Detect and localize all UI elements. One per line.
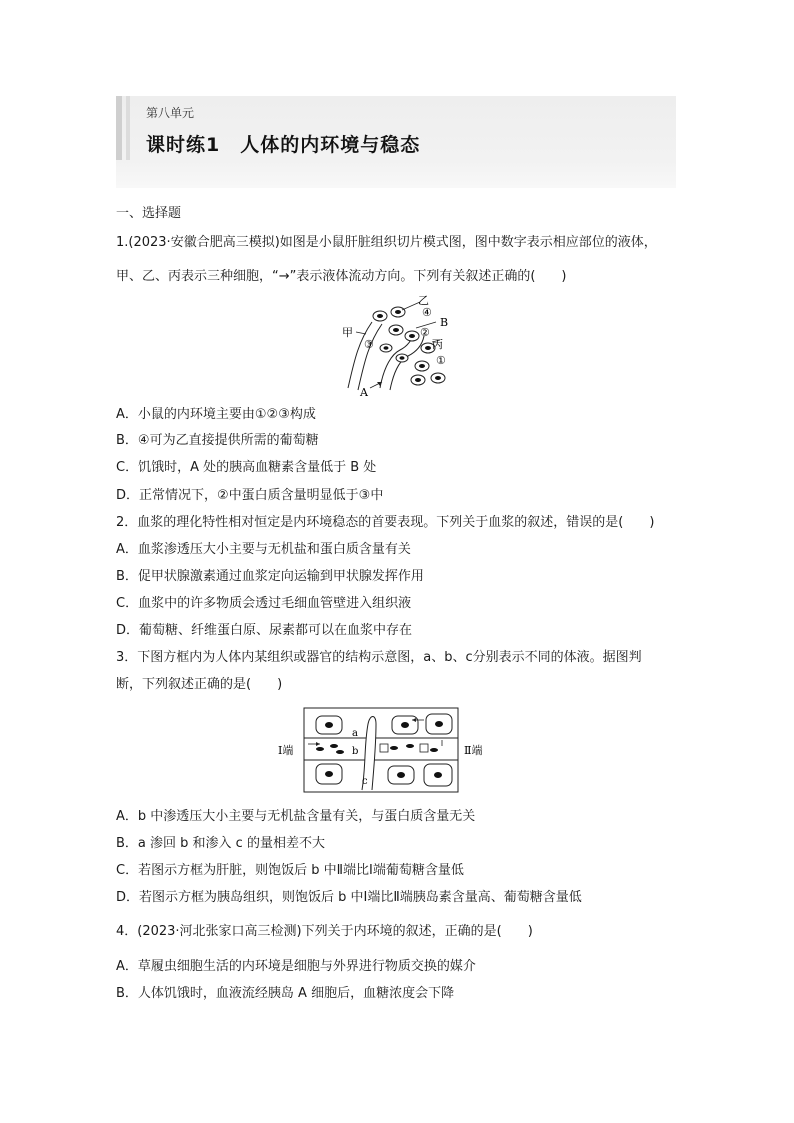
label-4: ④ (422, 306, 432, 319)
label-b: b (352, 746, 359, 757)
header-accent-bar-inner (126, 96, 130, 160)
q2-stem: 2．血浆的理化特性相对恒定是内环境稳态的首要表现。下列关于血浆的叙述，错误的是( ) (116, 515, 655, 530)
label-a: a (352, 728, 358, 739)
q1-option-b: B．④可为乙直接提供所需的葡萄糖 (116, 433, 319, 448)
q1-stem-line1: 1.(2023·安徽合肥高三模拟)如图是小鼠肝脏组织切片模式图，图中数字表示相应部位的液体， (116, 235, 657, 250)
unit-label: 第八单元 (146, 106, 195, 120)
q3-option-a: A．b 中渗透压大小主要与无机盐含量有关，与蛋白质含量无关 (116, 809, 476, 824)
q1-option-c: C．饥饿时，A 处的胰高血糖素含量低于 B 处 (116, 460, 377, 475)
q2-option-d: D．葡萄糖、纤维蛋白原、尿素都可以在血浆中存在 (116, 623, 413, 638)
label-left-end: Ⅰ端 (278, 744, 294, 757)
q2-option-c: C．血浆中的许多物质会透过毛细血管壁进入组织液 (116, 596, 412, 611)
label-yi: 乙 (418, 294, 429, 307)
label-right-end: Ⅱ端 (464, 744, 483, 757)
q1-option-d: D．正常情况下，②中蛋白质含量明显低于③中 (116, 488, 384, 503)
q2-option-a: A．血浆渗透压大小主要与无机盐和蛋白质含量有关 (116, 542, 411, 557)
q1-option-a: A．小鼠的内环境主要由①②③构成 (116, 407, 316, 422)
q3-stem-line1: 3．下图方框内为人体内某组织或器官的结构示意图，a、b、c分别表示不同的体液。据图判 (116, 650, 642, 665)
label-c: c (362, 776, 368, 787)
page-title: 课时练1 人体的内环境与稳态 (146, 134, 421, 156)
section-title: 一、选择题 (116, 206, 182, 221)
q1-figure (340, 292, 460, 400)
label-bing: 丙 (432, 338, 443, 351)
q3-option-c: C．若图示方框为肝脏，则饱饭后 b 中Ⅱ端比Ⅰ端葡萄糖含量低 (116, 863, 464, 878)
tissue-structure-diagram (276, 706, 490, 794)
q3-option-d: D．若图示方框为胰岛组织，则饱饭后 b 中Ⅰ端比Ⅱ端胰岛素含量高、葡萄糖含量低 (116, 890, 582, 905)
label-B: B (440, 316, 449, 329)
label-1: ① (436, 354, 446, 367)
q1-stem-line2: 甲、乙、丙表示三种细胞，“→”表示液体流动方向。下列有关叙述正确的( ) (116, 269, 567, 284)
q4-option-a: A．草履虫细胞生活的内环境是细胞与外界进行物质交换的媒介 (116, 959, 476, 974)
q3-option-b: B．a 渗回 b 和渗入 c 的量相差不大 (116, 836, 325, 851)
q3-figure (276, 706, 490, 794)
q4-stem: 4．(2023·河北张家口高三检测)下列关于内环境的叙述，正确的是( ) (116, 924, 533, 939)
q4-option-b: B．人体饥饿时，血液流经胰岛 A 细胞后，血糖浓度会下降 (116, 986, 455, 1001)
label-3: ③ (364, 338, 374, 351)
label-jia: 甲 (342, 326, 353, 339)
label-2: ② (420, 326, 430, 339)
header-accent-bar (116, 96, 122, 160)
q3-stem-line2: 断，下列叙述正确的是( ) (116, 677, 283, 692)
liver-tissue-diagram (340, 292, 460, 400)
q2-option-b: B．促甲状腺激素通过血浆定向运输到甲状腺发挥作用 (116, 569, 424, 584)
label-A: A (360, 386, 368, 399)
